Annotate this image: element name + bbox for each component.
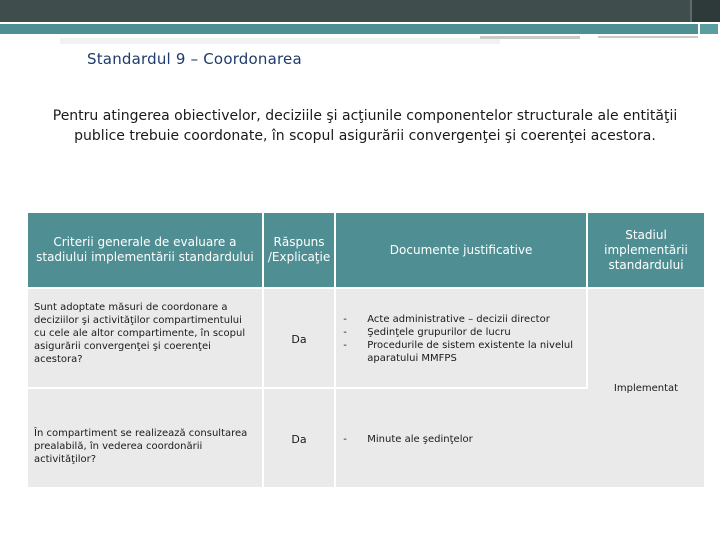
row-criteria: În compartiment se realizează consultarea prealabilă, în vederea coordonării activităţilor? — [28, 387, 264, 487]
document-item — [337, 313, 585, 326]
document-text: Şedinţele grupurilor de lucru — [367, 327, 511, 338]
document-item — [337, 339, 585, 365]
bullet-dash: - — [343, 434, 347, 445]
row-documents — [336, 387, 588, 487]
header-criteria: Criterii generale de evaluare a stadiului implementării standardului — [28, 213, 264, 287]
row-answer: Da — [264, 287, 336, 387]
table-header-row — [28, 213, 704, 287]
slide-title: Standardul 9 – Coordonarea — [87, 50, 302, 68]
bullet-dash: - — [343, 327, 347, 338]
top-dark-bar — [0, 0, 720, 22]
row-status: Implementat — [588, 287, 704, 487]
light-divider — [60, 38, 500, 44]
evaluation-table — [28, 213, 704, 487]
document-text: Procedurile de sistem existente la nivelul aparatului MMFPS — [367, 340, 574, 364]
grey-divider — [480, 36, 580, 39]
row-answer: Da — [264, 387, 336, 487]
document-item — [337, 326, 585, 339]
intro-text: Pentru atingerea obiectivelor, deciziile şi acţiunile componentelor structurale ale entităţii publice trebuie coordonate, în scopul asigurării convergenţei şi coerenţei acestora. — [52, 108, 678, 144]
document-item — [337, 433, 587, 446]
bullet-dash: - — [343, 314, 347, 325]
header-status: Stadiul implementării standardului — [588, 213, 704, 287]
document-text: Minute ale şedinţelor — [367, 434, 473, 445]
bullet-dash: - — [343, 340, 347, 351]
header-documents: Documente justificative — [336, 213, 588, 287]
top-teal-bar — [0, 24, 698, 34]
top-right-block — [690, 0, 720, 22]
row-criteria: Sunt adoptate măsuri de coordonare a deciziilor şi activităţilor compartimentului cu cele ale altor compartimente, în scopul asigurării convergenţei şi coerenţei acestora? — [28, 287, 264, 387]
document-text: Acte administrative – decizii director — [367, 314, 550, 325]
row-documents — [336, 287, 588, 387]
grey-divider-right — [598, 36, 698, 38]
header-answer: Răspuns /Explicaţie — [264, 213, 336, 287]
teal-bar-end — [700, 24, 718, 34]
table-row — [28, 287, 704, 387]
